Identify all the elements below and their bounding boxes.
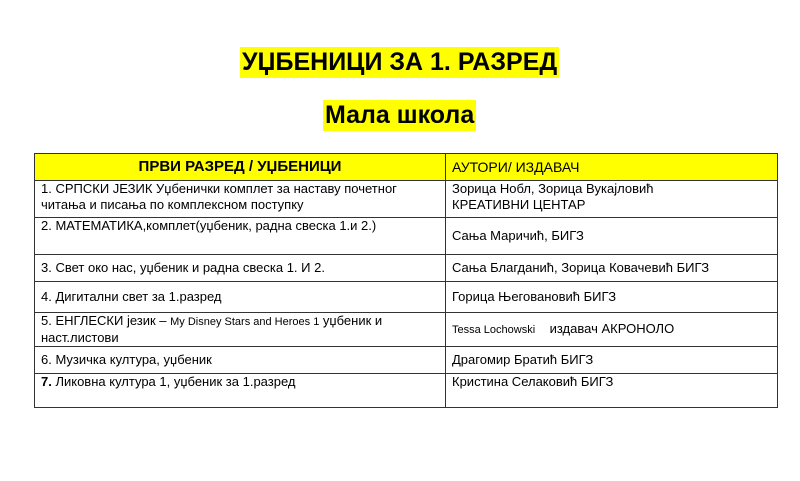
authors-cell: Кристина Селаковић БИГЗ xyxy=(446,374,778,408)
book-cell: 2. МАТЕМАТИКА,комплет(уџбеник, радна свеска 1.и 2.) xyxy=(35,218,446,255)
authors-cell: Сања Благданић, Зорица Ковачевић БИГЗ xyxy=(446,255,778,282)
publisher-text: издавач АКРОНОЛО xyxy=(549,321,675,336)
book-suffix: уџбеник и наст.листови xyxy=(41,313,383,345)
table-row xyxy=(35,218,778,255)
book-text: Ликовна култура 1, уџбеник за 1.разред xyxy=(51,374,296,389)
book-cell xyxy=(35,374,446,408)
authors-cell: Сања Маричић, БИГЗ xyxy=(446,218,778,255)
authors-cell: Драгомир Братић БИГЗ xyxy=(446,347,778,374)
table-row xyxy=(35,347,778,374)
book-cell: 4. Дигитални свет за 1.разред xyxy=(35,282,446,313)
authors-cell: Горица Његовановић БИГЗ xyxy=(446,282,778,313)
authors-text: Зорица Нобл, Зорица Вукајловић xyxy=(452,181,654,196)
publisher-text: КРЕАТИВНИ ЦЕНТАР xyxy=(452,197,586,212)
textbook-table xyxy=(34,153,778,408)
book-cell: 6. Музичка култура, уџбеник xyxy=(35,347,446,374)
table-header-row xyxy=(35,154,778,181)
authors-cell xyxy=(446,181,778,218)
table-row xyxy=(35,181,778,218)
book-english-title: My Disney Stars and Heroes 1 xyxy=(170,316,320,328)
book-cell: 1. СРПСКИ ЈЕЗИК Уџбенички комплет за наставу почетног читања и писања по комплексном поступку xyxy=(35,181,446,218)
authors-cell xyxy=(446,313,778,347)
table-row xyxy=(35,282,778,313)
header-authors: АУТОРИ/ ИЗДАВАЧ xyxy=(446,154,778,181)
table-row xyxy=(35,255,778,282)
table-row xyxy=(35,374,778,408)
book-cell: 3. Свет око нас, уџбеник и радна свеска 1. И 2. xyxy=(35,255,446,282)
page-subtitle: Мала школа xyxy=(325,101,475,129)
header-textbooks: ПРВИ РАЗРЕД / УЏБЕНИЦИ xyxy=(35,154,446,181)
page-title: УЏБЕНИЦИ ЗА 1. РАЗРЕД xyxy=(242,48,558,76)
book-cell xyxy=(35,313,446,347)
book-number: 7. xyxy=(41,374,52,389)
authors-text: Tessa Lochowski xyxy=(452,324,536,336)
table-row xyxy=(35,313,778,347)
book-prefix: 5. ЕНГЛЕСКИ језик – xyxy=(41,313,171,328)
